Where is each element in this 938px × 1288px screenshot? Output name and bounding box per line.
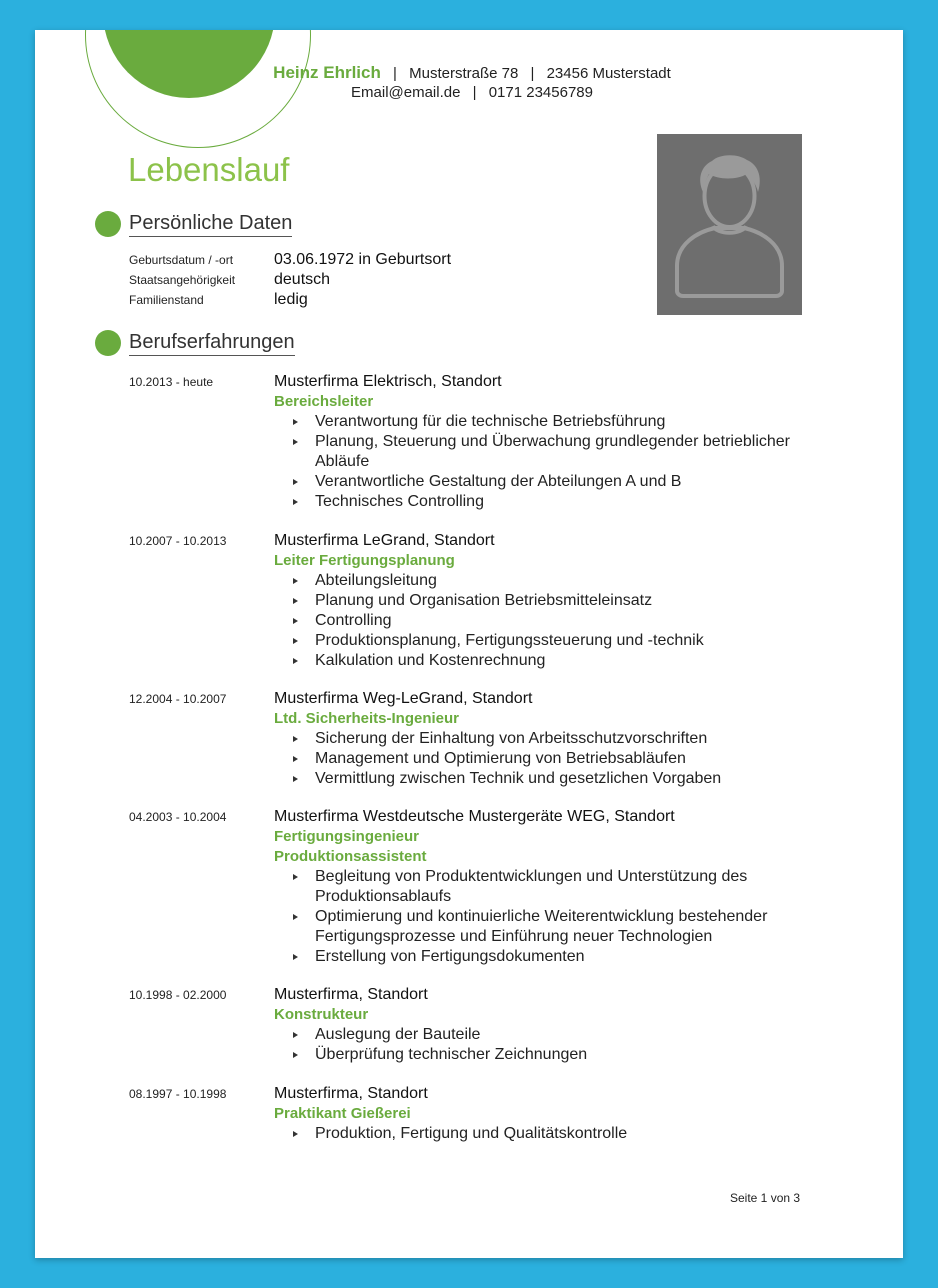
job-entry — [129, 689, 829, 789]
job-details — [274, 985, 829, 1065]
job-details — [274, 689, 829, 789]
street: Musterstraße 78 — [409, 65, 519, 82]
job-entry — [129, 1084, 829, 1144]
task-item: Management und Optimierung von Betriebsabläufen — [315, 749, 805, 769]
personal-row — [129, 291, 308, 309]
task-item: Produktionsplanung, Fertigungssteuerung und -technik — [315, 631, 805, 651]
job-entry — [129, 807, 829, 967]
job-entry — [129, 372, 829, 512]
task-item: Überprüfung technischer Zeichnungen — [315, 1045, 805, 1065]
section-personal — [95, 209, 292, 239]
task-item: Begleitung von Produktentwicklungen und Unterstützung des Produktionsablaufs — [315, 867, 805, 907]
task-item: Optimierung und kontinuierliche Weiterentwicklung bestehender Fertigungsprozesse und Einführung neuer Technologien — [315, 907, 805, 947]
job-role: Produktionsassistent — [274, 848, 427, 865]
city: 23456 Musterstadt — [546, 65, 671, 82]
personal-label: Familienstand — [129, 293, 204, 307]
job-date: 12.2004 - 10.2007 — [129, 692, 227, 706]
task-item: Kalkulation und Kostenrechnung — [315, 651, 805, 671]
page-number: Seite 1 von 3 — [730, 1191, 801, 1205]
task-item: Produktion, Fertigung und Qualitätskontrolle — [315, 1124, 805, 1144]
job-entry — [129, 985, 829, 1065]
profile-photo — [657, 134, 802, 315]
job-date: 10.2007 - 10.2013 — [129, 534, 227, 548]
job-tasks — [274, 1124, 829, 1144]
task-item: Planung und Organisation Betriebsmitteleinsatz — [315, 591, 805, 611]
section-bullet-icon — [95, 330, 121, 356]
job-date: 10.2013 - heute — [129, 375, 214, 389]
job-tasks — [274, 729, 829, 789]
job-details — [274, 807, 829, 967]
job-role: Fertigungsingenieur — [274, 828, 420, 845]
task-item: Erstellung von Fertigungsdokumenten — [315, 947, 805, 967]
job-role: Konstrukteur — [274, 1006, 369, 1023]
job-tasks — [274, 571, 829, 671]
personal-row — [129, 251, 451, 269]
section-experience — [95, 328, 295, 358]
job-company: Musterfirma LeGrand, Standort — [274, 532, 495, 549]
personal-value: ledig — [274, 291, 308, 308]
section-bullet-icon — [95, 211, 121, 237]
job-role: Praktikant Gießerei — [274, 1105, 411, 1122]
job-details — [274, 1084, 829, 1144]
personal-row — [129, 271, 330, 289]
job-role: Ltd. Sicherheits-Ingenieur — [274, 710, 460, 727]
applicant-name: Heinz Ehrlich — [273, 63, 381, 82]
personal-value: deutsch — [274, 271, 331, 288]
job-entry — [129, 531, 829, 671]
resume-page — [35, 30, 903, 1258]
job-role: Bereichsleiter — [274, 393, 374, 410]
job-date: 08.1997 - 10.1998 — [129, 1087, 227, 1101]
personal-label: Staatsangehörigkeit — [129, 273, 236, 287]
task-item: Vermittlung zwischen Technik und gesetzlichen Vorgaben — [315, 769, 805, 789]
task-item: Verantwortung für die technische Betriebsführung — [315, 412, 805, 432]
job-company: Musterfirma Westdeutsche Mustergeräte WEG, Standort — [274, 808, 675, 825]
task-item: Technisches Controlling — [315, 492, 805, 512]
personal-value: 03.06.1972 in Geburtsort — [274, 251, 452, 268]
section-title-personal: Persönliche Daten — [129, 211, 292, 237]
job-role: Leiter Fertigungsplanung — [274, 552, 455, 569]
job-details — [274, 372, 829, 512]
job-tasks — [274, 1025, 829, 1065]
section-title-experience: Berufserfahrungen — [129, 330, 295, 356]
task-item: Planung, Steuerung und Überwachung grundlegender betrieblicher Abläufe — [315, 432, 805, 472]
job-company: Musterfirma, Standort — [274, 1085, 428, 1102]
job-details — [274, 531, 829, 671]
job-company: Musterfirma, Standort — [274, 986, 428, 1003]
job-date: 10.1998 - 02.2000 — [129, 988, 227, 1002]
job-tasks — [274, 412, 829, 512]
job-date: 04.2003 - 10.2004 — [129, 810, 227, 824]
job-company: Musterfirma Elektrisch, Standort — [274, 373, 502, 390]
task-item: Verantwortliche Gestaltung der Abteilungen A und B — [315, 472, 805, 492]
task-item: Auslegung der Bauteile — [315, 1025, 805, 1045]
job-company: Musterfirma Weg-LeGrand, Standort — [274, 690, 533, 707]
task-item: Sicherung der Einhaltung von Arbeitsschutzvorschriften — [315, 729, 805, 749]
phone: 0171 23456789 — [488, 84, 593, 101]
email: Email@email.de — [351, 84, 461, 101]
personal-label: Geburtsdatum / -ort — [129, 253, 234, 267]
task-item: Controlling — [315, 611, 805, 631]
person-silhouette-icon — [657, 134, 802, 315]
job-tasks — [274, 867, 829, 967]
header-contact: Email@email.de | 0171 23456789 — [351, 84, 593, 101]
task-item: Abteilungsleitung — [315, 571, 805, 591]
page-title: Lebenslauf — [128, 151, 290, 188]
header-name-address: Heinz Ehrlich | Musterstraße 78 | 23456 Musterstadt — [273, 63, 671, 82]
